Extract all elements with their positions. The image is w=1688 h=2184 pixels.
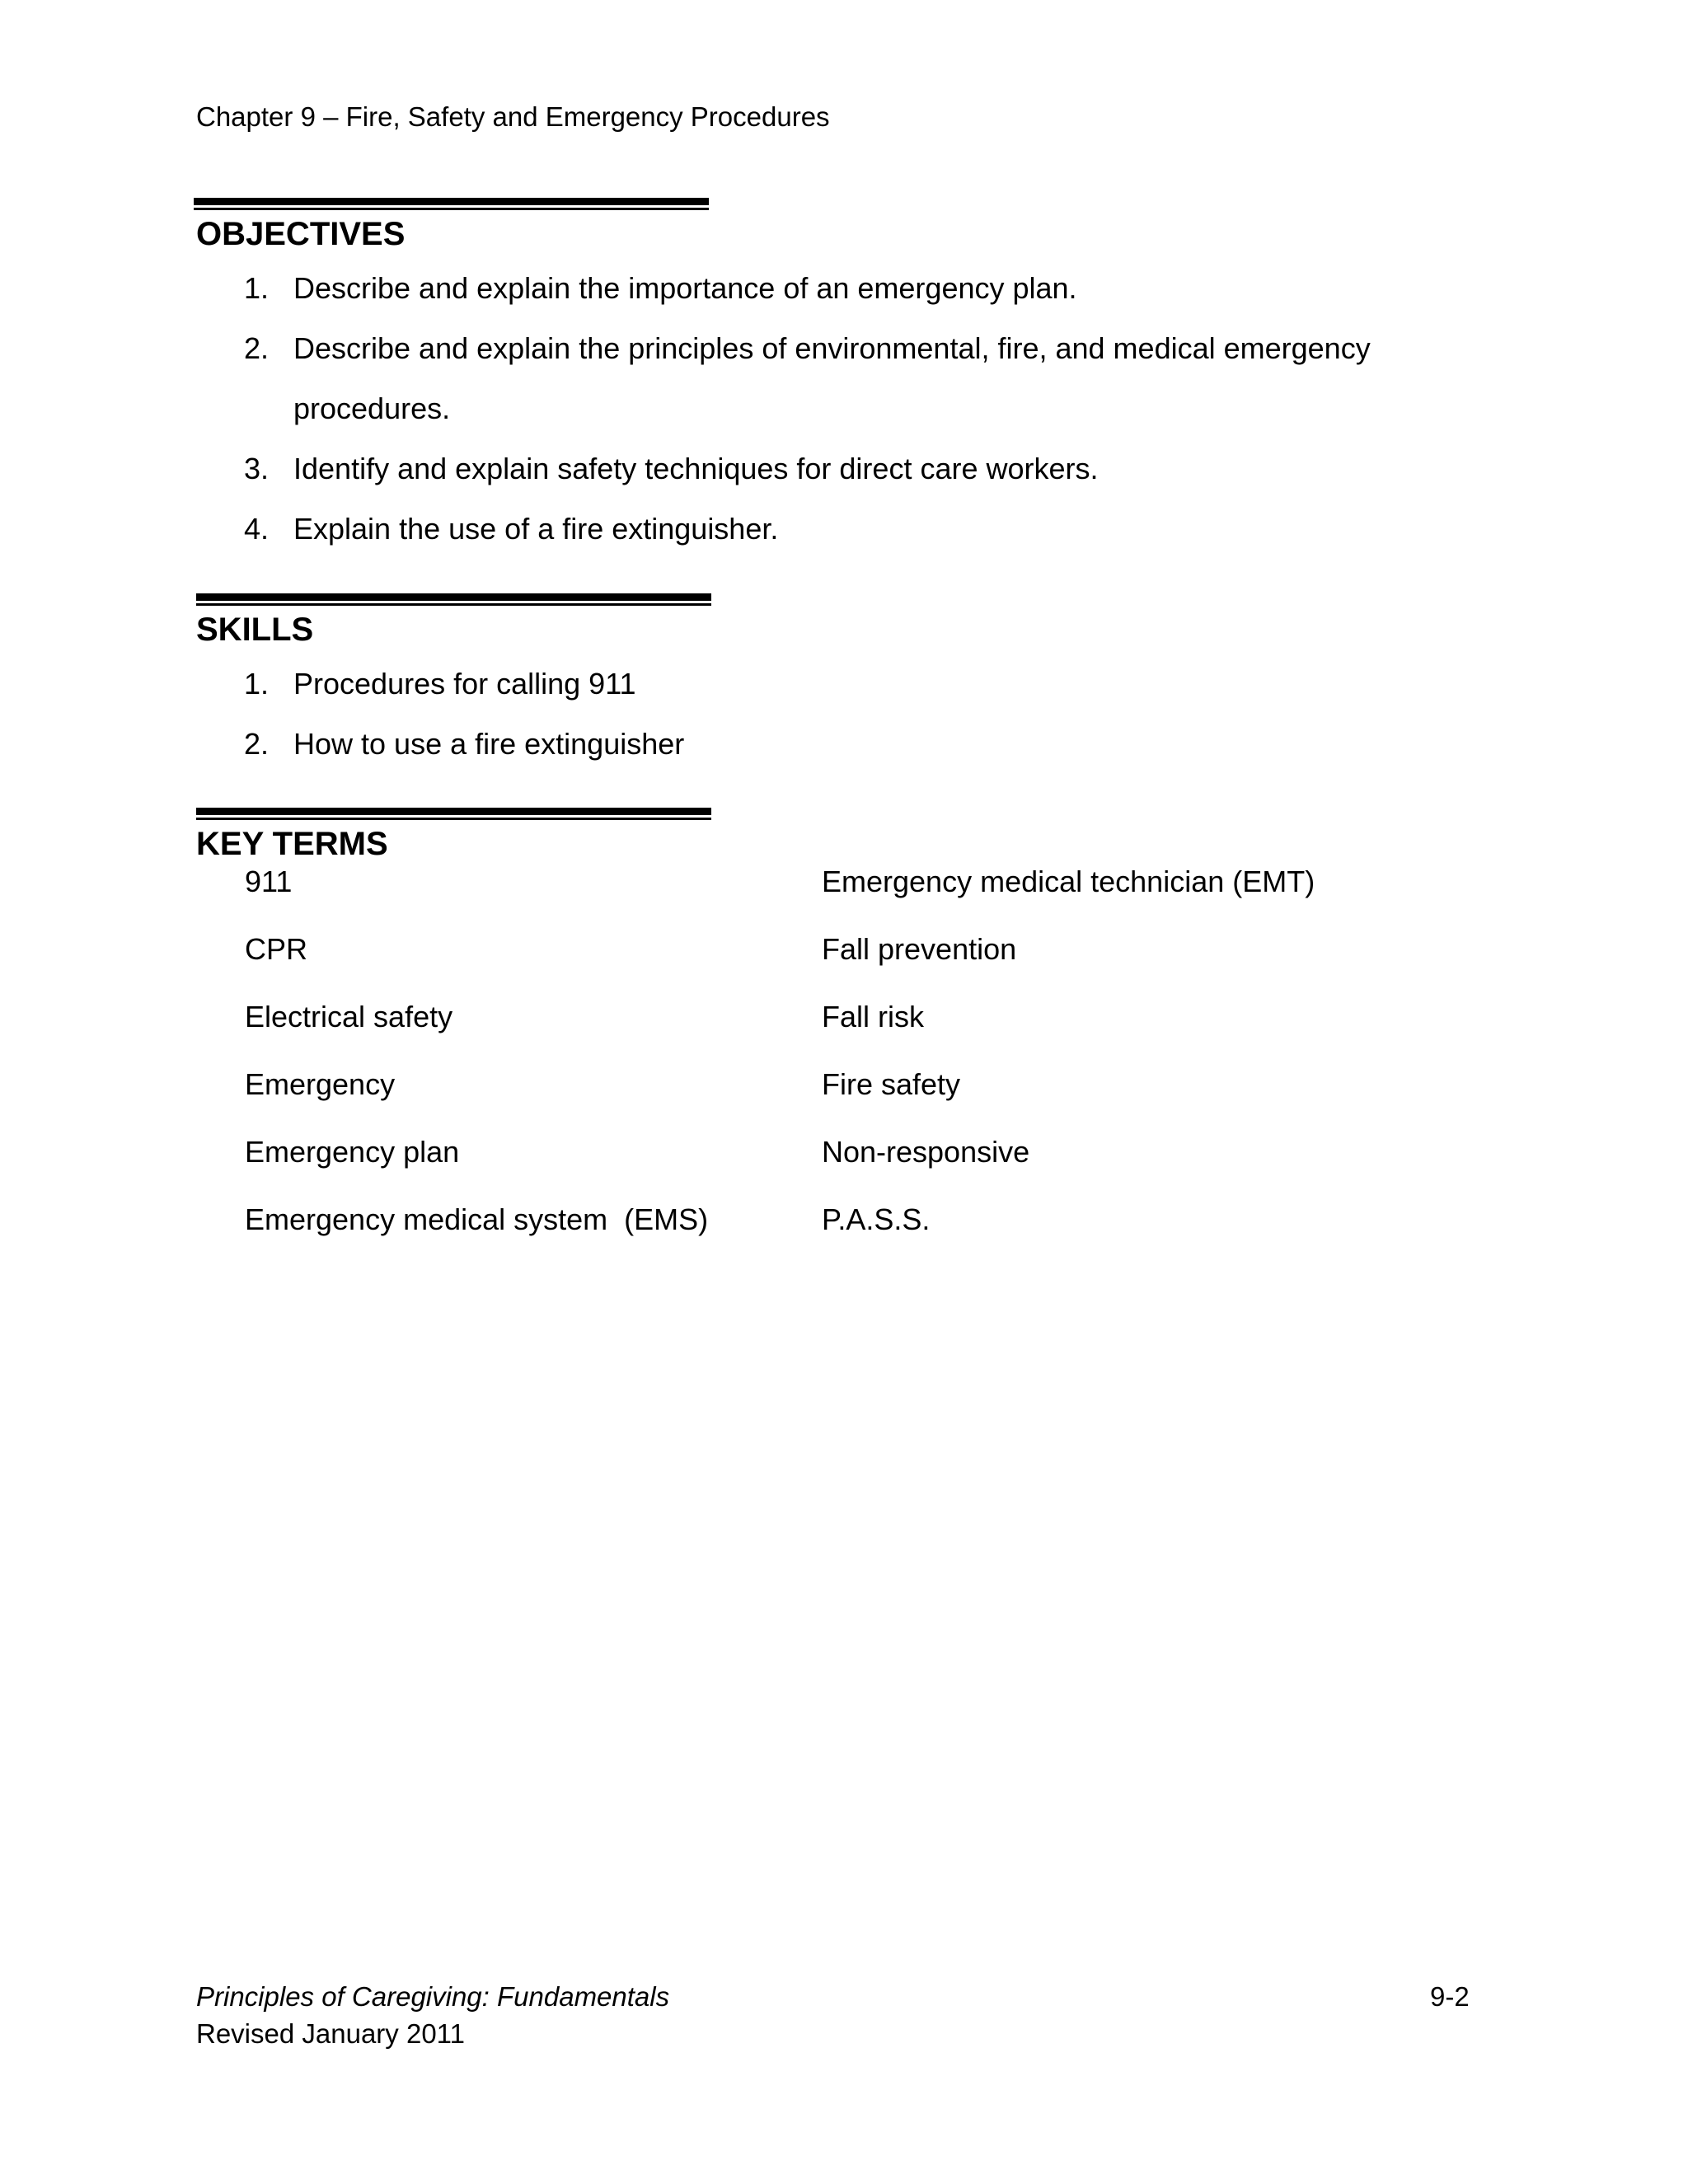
key-term: Emergency medical technician (EMT) bbox=[822, 865, 1315, 898]
objective-number: 4. bbox=[244, 512, 270, 546]
objective-number: 3. bbox=[244, 452, 270, 485]
skill-number: 2. bbox=[244, 727, 270, 761]
skill-number: 1. bbox=[244, 667, 270, 701]
key-term-row bbox=[245, 1066, 1399, 1134]
objective-number: 2. bbox=[244, 331, 270, 365]
page-footer bbox=[196, 1978, 669, 2052]
key-term: Fall prevention bbox=[822, 932, 1017, 966]
section-divider-objectives bbox=[194, 198, 709, 211]
skill-item bbox=[196, 714, 684, 774]
key-term: 911 bbox=[245, 865, 293, 898]
objectives-heading: OBJECTIVES bbox=[196, 216, 406, 252]
key-term: Electrical safety bbox=[245, 1000, 453, 1033]
objective-item-continuation bbox=[196, 378, 1371, 438]
objective-text: Describe and explain the importance of an emergency plan. bbox=[293, 271, 1077, 305]
key-term-row bbox=[245, 864, 1399, 931]
key-term: Fall risk bbox=[822, 1000, 924, 1033]
key-term: Emergency medical system (EMS) bbox=[245, 1202, 709, 1236]
objective-number: 1. bbox=[244, 271, 270, 305]
skill-text: Procedures for calling 911 bbox=[293, 667, 636, 701]
objective-text: Identify and explain safety techniques for direct care workers. bbox=[293, 452, 1099, 485]
revision-date: Revised January 2011 bbox=[196, 2018, 465, 2049]
key-term-row bbox=[245, 1202, 1399, 1269]
objective-text: Describe and explain the principles of environmental, fire, and medical emergency bbox=[293, 331, 1371, 365]
objectives-list bbox=[196, 258, 1371, 559]
key-terms-heading: KEY TERMS bbox=[196, 826, 388, 862]
key-term-row bbox=[245, 931, 1399, 999]
skills-list bbox=[196, 654, 684, 774]
key-term-row bbox=[245, 1134, 1399, 1202]
objective-item bbox=[196, 258, 1371, 318]
skills-heading: SKILLS bbox=[196, 612, 314, 648]
section-divider-key-terms bbox=[196, 808, 711, 821]
key-term: Emergency bbox=[245, 1067, 396, 1101]
page-number: 9-2 bbox=[1430, 1981, 1470, 2012]
section-divider-skills bbox=[196, 593, 711, 607]
objective-item bbox=[196, 499, 1371, 559]
objective-text: Explain the use of a fire extinguisher. bbox=[293, 512, 779, 546]
objective-item bbox=[196, 318, 1371, 378]
skill-item bbox=[196, 654, 684, 714]
chapter-header: Chapter 9 – Fire, Safety and Emergency Procedures bbox=[196, 101, 830, 132]
key-term: Fire safety bbox=[822, 1067, 961, 1101]
key-term: Emergency plan bbox=[245, 1135, 460, 1169]
objective-text: procedures. bbox=[293, 391, 451, 425]
skill-text: How to use a fire extinguisher bbox=[293, 727, 685, 761]
key-term: P.A.S.S. bbox=[822, 1202, 931, 1236]
key-term: Non-responsive bbox=[822, 1135, 1030, 1169]
objective-item bbox=[196, 438, 1371, 499]
book-title: Principles of Caregiving: Fundamentals bbox=[196, 1981, 670, 2012]
key-term-row bbox=[245, 999, 1399, 1066]
key-terms-table bbox=[245, 864, 1399, 1269]
key-term: CPR bbox=[245, 932, 308, 966]
